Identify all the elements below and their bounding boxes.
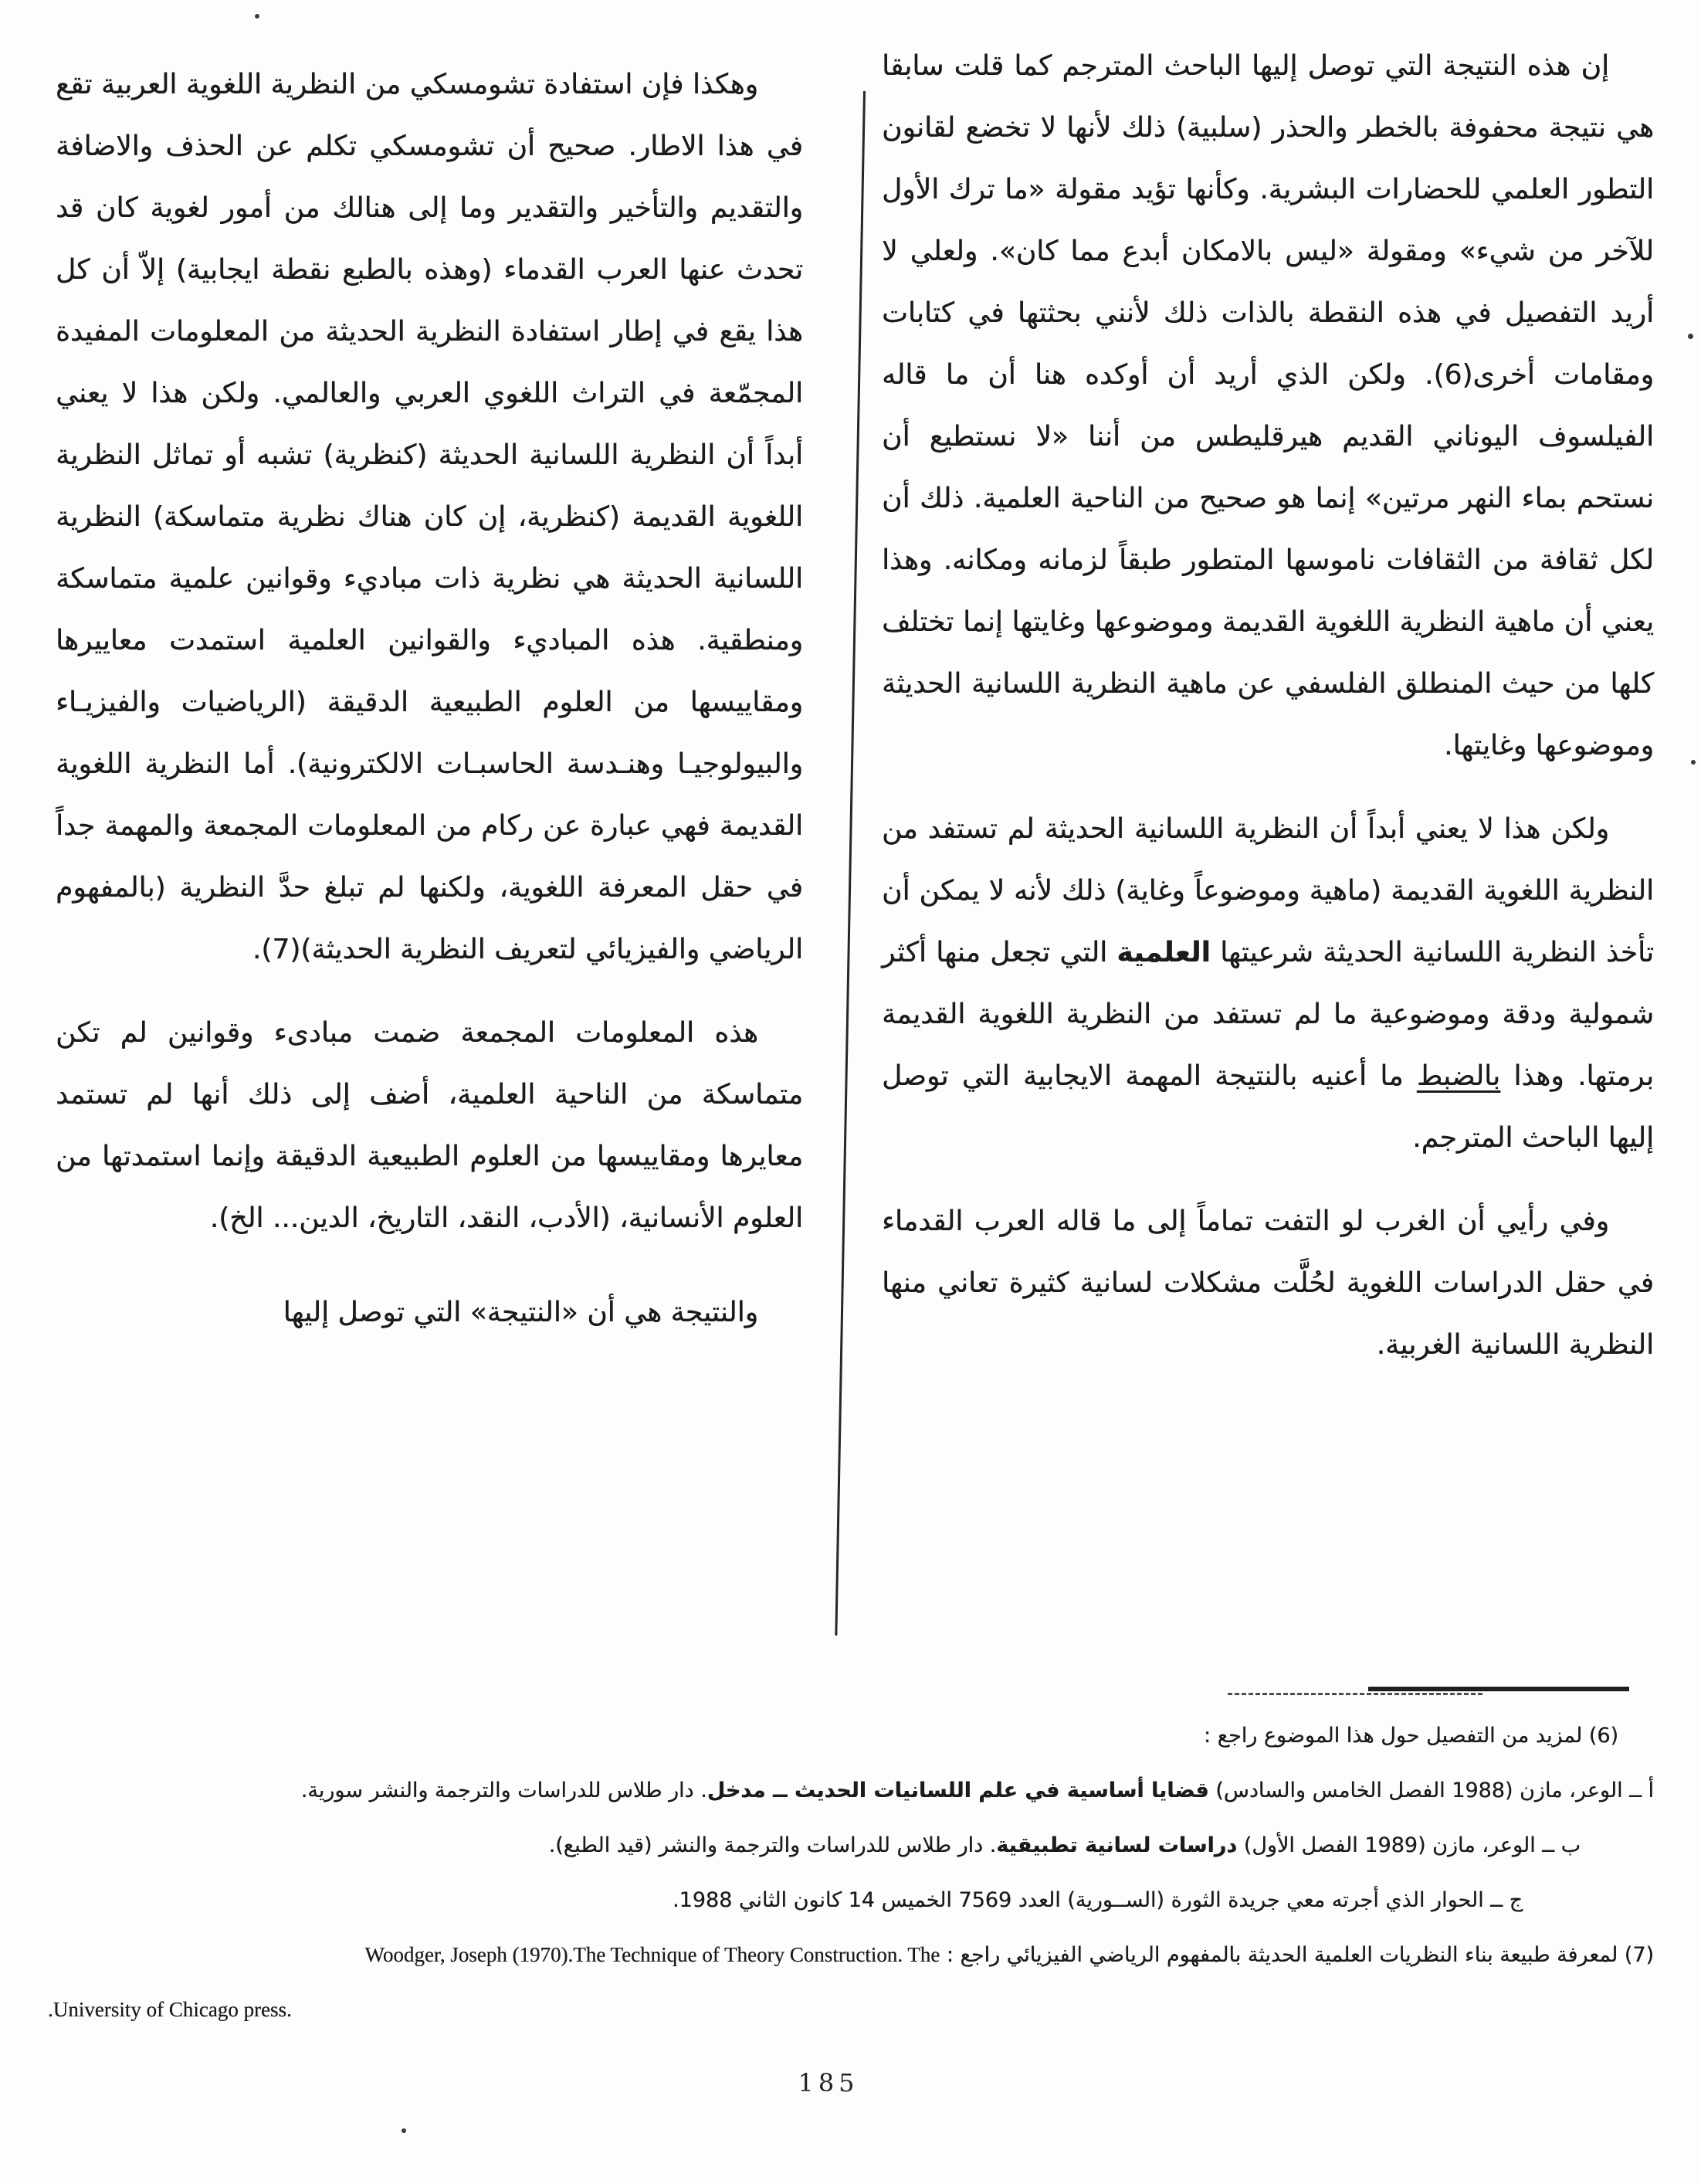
right-paragraph-3: وفي رأيي أن الغرب لو التفت تماماً إلى ما قاله العرب القدماء في حقل الدراسات اللغوية لحُلَّت مشكلات لسانية كثيرة تعاني منها النظرية اللسانية الغربية. — [882, 1206, 1654, 1361]
page-number: 185 — [798, 2068, 859, 2098]
column-divider-rule — [835, 91, 866, 1636]
footnote-7-arabic-text: (7) لمعرفة طبيعة بناء النظريات العلمية الحديثة بالمفهوم الرياضي الفيزيائي راجع : — [946, 1943, 1654, 1967]
right-p2-segment-1: ولكن هذا لا يعني أبداً أن النظرية اللسانية الحديثة لم تستفد من النظرية اللغوية القديمة (ماهية وموضوعاً وغاية) ذلك لأنه لا يمكن أن تأخذ النظرية اللسانية الحديثة شرعيتها — [882, 813, 1655, 968]
left-column — [56, 54, 803, 1365]
right-column — [882, 36, 1654, 1398]
footnote-a-post: . دار طلاس للدراسات والترجمة والنشر سورية. — [300, 1779, 707, 1802]
right-p2-underlined-word: بالضبط — [1416, 1060, 1501, 1092]
scan-speck — [1691, 760, 1696, 765]
footnote-6-item-a — [48, 1763, 1654, 1818]
footnote-7-english-citation: Woodger, Joseph (1970).The Technique of Theory Construction. The — [364, 1943, 940, 1966]
right-p2-segment-2: التي تجعل منها أكثر شمولية ودقة وموضوعية ما لم تستفد من النظرية اللغوية القديمة برمتها. وهذا — [882, 937, 1654, 1092]
footnote-7 — [48, 1928, 1654, 1982]
scan-speck — [255, 14, 259, 19]
left-paragraph-3: والنتيجة هي أن «النتيجة» التي توصل إليها — [283, 1297, 758, 1328]
right-paragraph-2 — [882, 799, 1654, 1169]
footnote-b-book-title: دراسات لسانية تطبيقية — [996, 1833, 1238, 1857]
footnote-6-item-b — [48, 1818, 1654, 1873]
scan-speck — [1688, 334, 1693, 339]
left-paragraph-2: هذه المعلومات المجمعة ضمت مبادىء وقوانين لم تكن متماسكة من الناحية العلمية، أضف إلى ذلك أنها لم تستمد معايرها ومقاييسها من العلوم الطبيعية الدقيقة وإنما استمدتها من العلوم الأنسانية، (الأدب، النقد، التاريخ، الدين... الخ). — [56, 1017, 803, 1234]
right-p2-bold-word: العلمية — [1116, 937, 1211, 968]
right-paragraph-1: إن هذه النتيجة التي توصل إليها الباحث المترجم كما قلت سابقا هي نتيجة محفوفة بالخطر والحذر (سلبية) ذلك لأنها لا تخضع لقانون التطور العلمي للحضارات البشرية. وكأنها تؤيد مقولة «ما ترك الأول للآخر من شيء» ومقولة «ليس بالامكان أبدع مما كان». ولعلي لا أريد التفصيل في هذه النقطة بالذات ذلك لأنني بحثتها في كتابات ومقامات أخرى(6). ولكن الذي أريد أن أوكده هنا أن ما قاله الفيلسوف اليوناني القديم هيرقليطس من أننا «لا نستطيع أن نستحم بماء النهر مرتين» إنما هو صحيح من الناحية العلمية. ذلك أن لكل ثقافة من الثقافات ناموسها المتطور طبقاً لزمانه ومكانه. وهذا يعني أن ماهية النظرية اللغوية القديمة وموضوعها وغايتها إنما تختلف كلها من حيث المنطلق الفلسفي عن ماهية النظرية اللسانية الحديثة وموضوعها وغايتها. — [882, 50, 1654, 761]
footnote-b-post: . دار طلاس للدراسات والترجمة والنشر (قيد الطبع). — [548, 1833, 997, 1857]
left-paragraph-1: وهكذا فإن استفادة تشومسكي من النظرية اللغوية العربية تقع في هذا الاطار. صحيح أن تشومسكي تكلم عن الحذف والاضافة والتقديم والتأخير والتقدير وما إلى هنالك من أمور لغوية كان قد تحدث عنها العرب القدماء (وهذه بالطبع نقطة ايجابية) إلاّ أن كل هذا يقع في إطار استفادة النظرية الحديثة من المعلومات المفيدة المجمّعة في التراث اللغوي العربي والعالمي. ولكن هذا لا يعني أبداً أن النظرية اللسانية الحديثة (كنظرية) تشبه أو تماثل النظرية اللغوية القديمة (كنظرية، إن كان هناك نظرية متماسكة) النظرية اللسانية الحديثة هي نظرية ذات مباديء وقوانين علمية متماسكة ومنطقية. هذه المباديء والقوانين العلمية استمدت معاييرها ومقاييسها من العلوم الطبيعية الدقيقة (الرياضيات والفيزيـاء والبيولوجيـا وهنـدسة الحاسبـات الالكترونية). أما النظرية اللغوية القديمة فهي عبارة عن ركام من المعلومات المجمعة والمهمة جداً في حقل المعرفة اللغوية، ولكنها لم تبلغ حدَّ النظرية (بالمفهوم الرياضي والفيزيائي لتعريف النظرية الحديثة)(7). — [56, 69, 803, 965]
scan-speck — [402, 2128, 406, 2133]
footnote-6-intro: (6) لمزيد من التفصيل حول هذا الموضوع راجع : — [1203, 1724, 1618, 1748]
right-p2-segment-3: ما أعنيه بالنتيجة المهمة الايجابية التي توصل إليها الباحث المترجم. — [882, 1060, 1654, 1154]
footnote-a-book-title: قضايا أساسية في علم اللسانيات الحديث ــ مدخل — [706, 1779, 1209, 1802]
footnote-7-english-line-2: .University of Chicago press. — [48, 1998, 292, 2021]
footnote-b-pre: ب ــ الوعر، مازن (1989 الفصل الأول) — [1237, 1833, 1581, 1857]
footnote-a-pre: أ ــ الوعر، مازن (1988 الفصل الخامس والسادس) — [1208, 1779, 1654, 1802]
footnote-6-item-c: ج ــ الحوار الذي أجرته معي جريدة الثورة (الســورية) العدد 7569 الخميس 14 كانون الثاني 1988. — [672, 1888, 1523, 1912]
footnote-separator-rule — [1368, 1687, 1629, 1691]
footnotes-section — [48, 1708, 1654, 2037]
footnote-separator-rule-thin — [1228, 1693, 1482, 1695]
